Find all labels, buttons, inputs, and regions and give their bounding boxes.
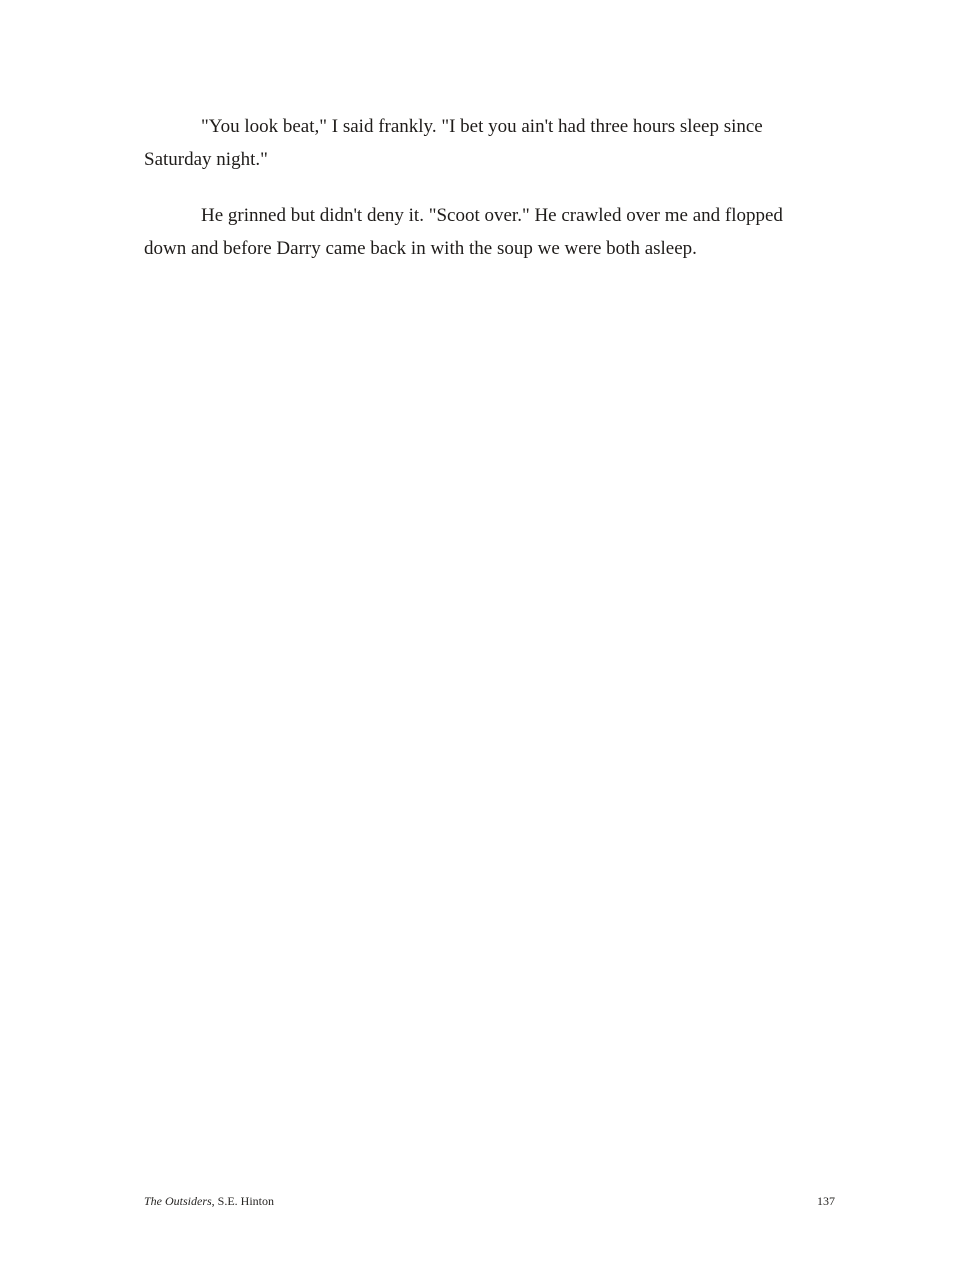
footer-book-title: The Outsiders (144, 1194, 212, 1208)
footer-page-number: 137 (817, 1194, 835, 1208)
body-line: "You look beat," I said frankly. "I bet you ain't had three hours sleep since (201, 116, 763, 137)
page-body-text (144, 110, 835, 288)
footer-author: , S.E. Hinton (211, 1194, 275, 1208)
body-line: down and before Darry came back in with the soup we were both asleep. (144, 238, 697, 259)
footer-book-citation (144, 1194, 274, 1209)
paragraph (144, 199, 835, 265)
body-line: Saturday night." (144, 149, 268, 170)
page-footer (144, 1194, 835, 1209)
body-line: He grinned but didn't deny it. "Scoot over." He crawled over me and flopped (201, 205, 783, 226)
paragraph (144, 110, 835, 176)
